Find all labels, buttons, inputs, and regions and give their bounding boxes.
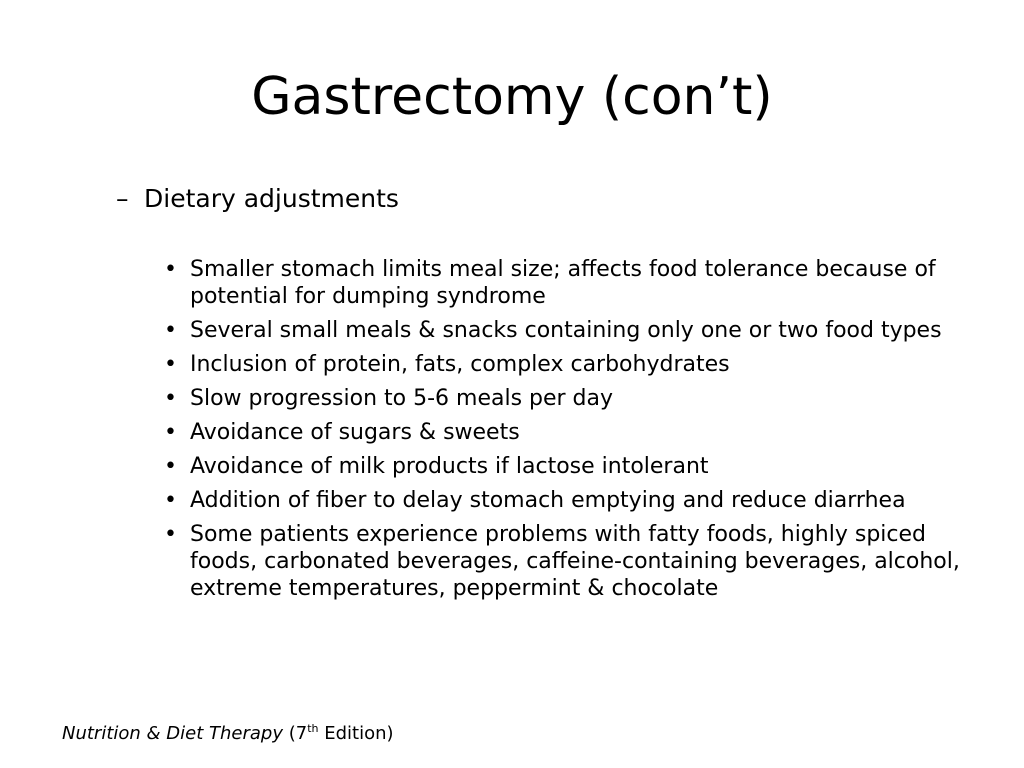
subheading-text: Dietary adjustments	[144, 184, 399, 213]
bullet-text: Several small meals & snacks containing only one or two food types	[190, 318, 942, 343]
bullet-item	[164, 453, 984, 480]
bullet-item	[164, 385, 984, 412]
bullet-marker: •	[164, 352, 177, 377]
bullet-text: Inclusion of protein, fats, complex carbohydrates	[190, 352, 730, 377]
bullet-marker: •	[164, 386, 177, 411]
footer-edition-sup: th	[307, 722, 319, 735]
bullet-marker: •	[164, 488, 177, 513]
footer-edition	[289, 723, 394, 744]
bullet-text: Smaller stomach limits meal size; affects food tolerance because of potential for dumping syndrome	[190, 257, 936, 309]
bullet-text: Addition of fiber to delay stomach emptying and reduce diarrhea	[190, 488, 906, 513]
bullet-list	[164, 256, 984, 609]
bullet-marker: •	[164, 420, 177, 445]
slide-title: Gastrectomy (con’t)	[251, 67, 773, 127]
bullet-item	[164, 419, 984, 446]
bullet-item	[164, 317, 984, 344]
bullet-text: Avoidance of sugars & sweets	[190, 420, 520, 445]
bullet-marker: •	[164, 257, 177, 282]
bullet-text: Some patients experience problems with fatty foods, highly spiced foods, carbonated beverages, caffeine-containing beverages, alcohol, extreme temperatures, peppermint & chocolate	[190, 522, 960, 601]
bullet-text: Slow progression to 5-6 meals per day	[190, 386, 614, 411]
footer-book-title: Nutrition & Diet Therapy	[62, 723, 283, 744]
bullet-text: Avoidance of milk products if lactose intolerant	[190, 454, 709, 479]
bullet-item	[164, 487, 984, 514]
footer-edition-close: Edition)	[318, 723, 394, 744]
bullet-marker: •	[164, 318, 177, 343]
footer-citation	[62, 722, 394, 746]
bullet-item	[164, 256, 984, 310]
footer-edition-open: (7	[288, 723, 308, 744]
dash-marker: –	[116, 184, 129, 213]
bullet-marker: •	[164, 454, 177, 479]
bullet-marker: •	[164, 522, 177, 547]
bullet-item	[164, 521, 984, 602]
subheading	[116, 183, 399, 215]
bullet-item	[164, 351, 984, 378]
